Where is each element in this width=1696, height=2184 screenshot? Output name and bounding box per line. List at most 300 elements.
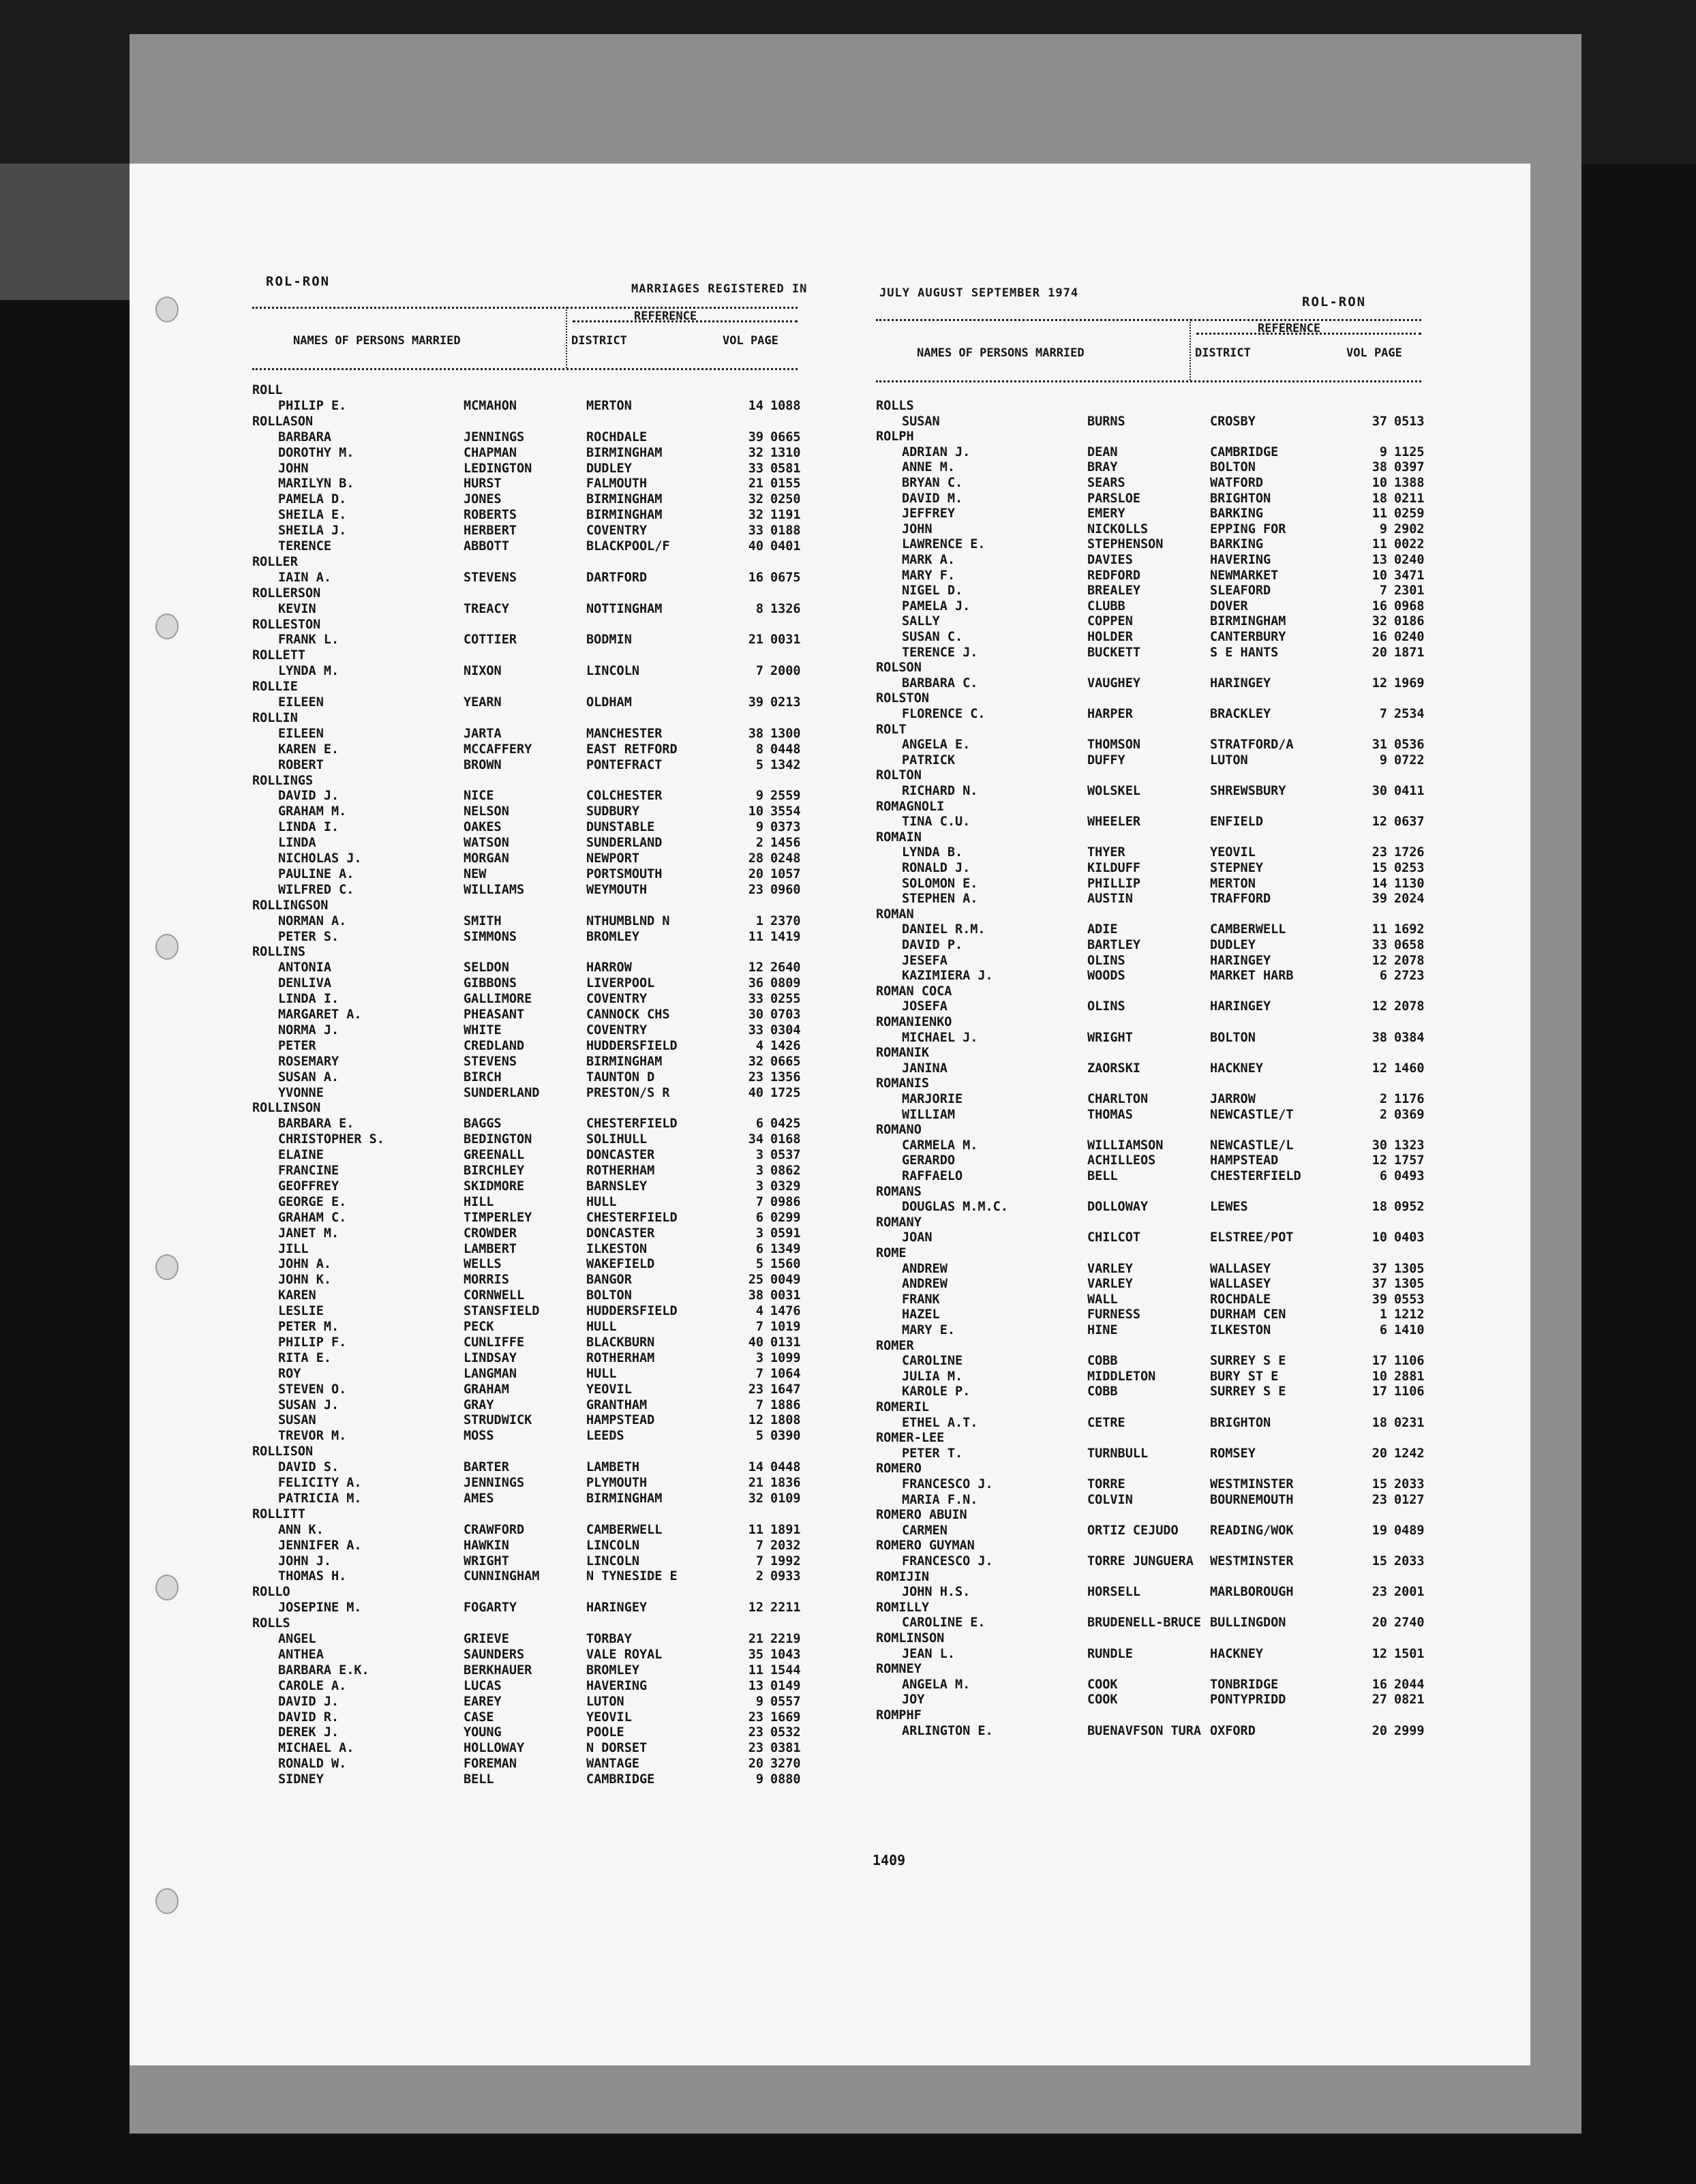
- spouse-surname: WOODS: [1087, 969, 1125, 984]
- volume: 23: [1372, 1585, 1387, 1600]
- spouse-surname: SAUNDERS: [464, 1647, 525, 1662]
- forename: CAROLE A.: [278, 1678, 347, 1693]
- volume: 9: [755, 1694, 763, 1709]
- page-ref: 2534: [1394, 707, 1425, 721]
- district: COVENTRY: [586, 992, 648, 1007]
- volume: 40: [748, 1335, 763, 1350]
- volume: 10: [748, 804, 763, 819]
- forename: DAVID S.: [278, 1460, 339, 1475]
- district: LINCOLN: [586, 1553, 639, 1568]
- volume: 10: [1372, 476, 1387, 490]
- forename: PETER: [278, 1038, 316, 1053]
- district: ROTHERHAM: [586, 1164, 655, 1178]
- volume: 11: [1372, 506, 1387, 521]
- forename: SUSAN A.: [278, 1070, 339, 1085]
- spouse-surname: CHAPMAN: [464, 445, 517, 460]
- district: LEEDS: [586, 1429, 624, 1444]
- spouse-surname: JENNINGS: [464, 429, 525, 444]
- forename: JOAN: [902, 1230, 933, 1245]
- page-ref: 0411: [1394, 784, 1425, 798]
- spouse-surname: ROBERTS: [464, 508, 517, 523]
- district: HULL: [586, 1366, 617, 1381]
- forename: PHILIP E.: [278, 398, 347, 413]
- spouse-surname: HARPER: [1087, 707, 1133, 721]
- volume: 21: [748, 1476, 763, 1490]
- forename: JANINA: [902, 1061, 948, 1076]
- forename: IAIN A.: [278, 570, 331, 585]
- district: BURY ST E: [1210, 1369, 1279, 1384]
- forename: RAFFAELO: [902, 1169, 963, 1183]
- volume: 21: [748, 1632, 763, 1646]
- page-ref: 0253: [1394, 861, 1425, 875]
- spouse-surname: BELL: [1087, 1169, 1118, 1183]
- surname: ROMER: [876, 1338, 914, 1353]
- volume: 11: [1372, 537, 1387, 552]
- volume: 15: [1372, 1554, 1387, 1568]
- spouse-surname: NIXON: [464, 664, 502, 679]
- volume: 20: [1372, 1446, 1387, 1461]
- page-ref: 0489: [1394, 1523, 1425, 1538]
- district: TRAFFORD: [1210, 892, 1271, 907]
- district: HAMPSTEAD: [586, 1413, 655, 1428]
- forename: FRANK L.: [278, 633, 339, 648]
- spouse-surname: BARTLEY: [1087, 938, 1140, 952]
- forename: EILEEN: [278, 695, 324, 710]
- forename: MARK A.: [902, 553, 955, 567]
- spouse-surname: CROWDER: [464, 1226, 517, 1241]
- district: SHREWSBURY: [1210, 784, 1286, 798]
- page-ref: 1043: [770, 1647, 801, 1662]
- page-ref: 1349: [770, 1241, 801, 1256]
- spouse-surname: COLVIN: [1087, 1492, 1133, 1507]
- forename: PETER S.: [278, 929, 339, 944]
- volume: 9: [755, 820, 763, 835]
- surname: ROMERO: [876, 1461, 922, 1476]
- forename: DOROTHY M.: [278, 445, 354, 460]
- spouse-surname: FOREMAN: [464, 1757, 517, 1772]
- page-ref: 0933: [770, 1569, 801, 1584]
- forename: KAZIMIERA J.: [902, 969, 993, 984]
- volume: 12: [748, 1601, 763, 1616]
- forename: ANDREW: [902, 1277, 948, 1292]
- forename: RICHARD N.: [902, 784, 978, 798]
- surname: ROMERO GUYMAN: [876, 1538, 975, 1553]
- page-ref: 3270: [770, 1757, 801, 1772]
- volume: 23: [748, 1382, 763, 1397]
- surname: ROMERO ABUIN: [876, 1508, 967, 1523]
- district: HAVERING: [586, 1678, 648, 1693]
- surname: ROLLETT: [252, 648, 305, 663]
- district: ELSTREE/POT: [1210, 1230, 1294, 1245]
- spouse-surname: BURNS: [1087, 414, 1125, 429]
- district: NEWPORT: [586, 851, 639, 866]
- spouse-surname: WALL: [1087, 1292, 1118, 1307]
- district: ROTHERHAM: [586, 1350, 655, 1365]
- volume: 3: [755, 1164, 763, 1178]
- forename: RONALD W.: [278, 1757, 347, 1772]
- forename: DAVID P.: [902, 938, 963, 952]
- page-ref: 0299: [770, 1210, 801, 1225]
- volume: 32: [748, 445, 763, 460]
- page-ref: 0960: [770, 882, 801, 897]
- forename: BARBARA: [278, 429, 331, 444]
- page-ref: 1305: [1394, 1261, 1425, 1276]
- spouse-surname: CHARLTON: [1087, 1092, 1149, 1106]
- volume: 6: [755, 1117, 763, 1132]
- forename: CAROLINE E.: [902, 1616, 986, 1631]
- page-ref: 0240: [1394, 630, 1425, 644]
- page-ref: 0665: [770, 1054, 801, 1069]
- forename: JILL: [278, 1241, 309, 1256]
- page-ref: 1130: [1394, 876, 1425, 891]
- volume: 16: [748, 570, 763, 585]
- page-ref: 0384: [1394, 1030, 1425, 1045]
- spouse-surname: PHILLIP: [1087, 876, 1140, 891]
- volume: 7: [755, 1397, 763, 1412]
- forename: ROBERT: [278, 757, 324, 772]
- volume: 7: [1379, 583, 1387, 598]
- volume: 38: [1372, 460, 1387, 475]
- volume: 6: [1379, 1169, 1387, 1183]
- forename: STEPHEN A.: [902, 892, 978, 907]
- surname: ROLLIN: [252, 710, 298, 725]
- forename: ROSEMARY: [278, 1054, 339, 1069]
- spouse-surname: EAREY: [464, 1694, 502, 1709]
- page-ref: 1088: [770, 398, 801, 413]
- volume: 33: [748, 1022, 763, 1037]
- spouse-surname: GRAHAM: [464, 1382, 509, 1397]
- spouse-surname: DAVIES: [1087, 553, 1133, 567]
- volume: 12: [1372, 815, 1387, 830]
- page-ref: 0637: [1394, 815, 1425, 830]
- forename: SOLOMON E.: [902, 876, 978, 891]
- volume: 17: [1372, 1354, 1387, 1369]
- punch-hole: [155, 1254, 179, 1280]
- page-ref: 0031: [770, 633, 801, 648]
- page-ref: 0809: [770, 976, 801, 991]
- page-ref: 0968: [1394, 598, 1425, 613]
- district: SLEAFORD: [1210, 583, 1271, 598]
- spouse-surname: WRIGHT: [1087, 1030, 1133, 1045]
- district: READING/WOK: [1210, 1523, 1294, 1538]
- district: NEWCASTLE/L: [1210, 1138, 1294, 1153]
- spouse-surname: CLUBB: [1087, 598, 1125, 613]
- forename: ANGEL: [278, 1632, 316, 1646]
- volume: 15: [1372, 1477, 1387, 1491]
- page-ref: 1871: [1394, 645, 1425, 660]
- spouse-surname: NICKOLLS: [1087, 521, 1149, 536]
- district: WAKEFIELD: [586, 1257, 655, 1272]
- surname: ROLL: [252, 383, 283, 397]
- page-ref: 0952: [1394, 1200, 1425, 1215]
- volume: 14: [748, 1460, 763, 1475]
- district: NTHUMBLND N: [586, 913, 670, 928]
- volume: 3: [755, 1226, 763, 1241]
- spouse-surname: CORNWELL: [464, 1288, 525, 1303]
- district: N DORSET: [586, 1741, 648, 1756]
- volume: 1: [755, 913, 763, 928]
- spouse-surname: WHITE: [464, 1022, 502, 1037]
- page-ref: 2370: [770, 913, 801, 928]
- spouse-surname: COPPEN: [1087, 614, 1133, 629]
- page-ref: 0231: [1394, 1415, 1425, 1430]
- volume: 37: [1372, 414, 1387, 429]
- district: OXFORD: [1210, 1723, 1256, 1738]
- page-ref: 0986: [770, 1194, 801, 1209]
- page-ref: 0240: [1394, 553, 1425, 567]
- page-ref: 0250: [770, 492, 801, 507]
- forename: DAVID M.: [902, 491, 963, 506]
- volume: 16: [1372, 1677, 1387, 1692]
- spouse-surname: MORGAN: [464, 851, 509, 866]
- forename: CAROLINE: [902, 1354, 963, 1369]
- district-header: DISTRICT: [1195, 346, 1251, 360]
- spouse-surname: ACHILLEOS: [1087, 1153, 1156, 1168]
- volume: 35: [748, 1647, 763, 1662]
- spouse-surname: THYER: [1087, 845, 1125, 860]
- forename: JEFFREY: [902, 506, 955, 521]
- forename: BARBARA E.K.: [278, 1663, 369, 1678]
- district: JARROW: [1210, 1092, 1256, 1106]
- volume: 9: [755, 789, 763, 804]
- spouse-surname: WILLIAMSON: [1087, 1138, 1164, 1153]
- page-ref: 0532: [770, 1725, 801, 1740]
- volume: 6: [755, 1210, 763, 1225]
- spouse-surname: WOLSKEL: [1087, 784, 1140, 798]
- volume: 5: [755, 1429, 763, 1444]
- volume: 32: [1372, 614, 1387, 629]
- spouse-surname: WHEELER: [1087, 815, 1140, 830]
- page-ref: 0049: [770, 1273, 801, 1288]
- forename: JOHN: [278, 461, 309, 476]
- page-ref: 0658: [1394, 938, 1425, 952]
- district: WESTMINSTER: [1210, 1477, 1294, 1491]
- page-ref: 0127: [1394, 1492, 1425, 1507]
- forename: SALLY: [902, 614, 940, 629]
- district: WANTAGE: [586, 1757, 639, 1772]
- surname: ROLLINSON: [252, 1101, 321, 1116]
- district: MARKET HARB: [1210, 969, 1294, 984]
- district: SUNDERLAND: [586, 836, 663, 851]
- volume: 8: [755, 601, 763, 616]
- forename: FRANCINE: [278, 1164, 339, 1178]
- district: HACKNEY: [1210, 1646, 1263, 1661]
- page-ref: 1191: [770, 508, 801, 523]
- volume: 20: [1372, 1616, 1387, 1631]
- spouse-surname: BIRCHLEY: [464, 1164, 525, 1178]
- volume: 5: [755, 1257, 763, 1272]
- spouse-surname: HERBERT: [464, 524, 517, 539]
- spouse-surname: THOMSON: [1087, 738, 1140, 753]
- page-ref: 2999: [1394, 1723, 1425, 1738]
- forename: FLORENCE C.: [902, 707, 986, 721]
- volume: 32: [748, 492, 763, 507]
- district: HAVERING: [1210, 553, 1271, 567]
- page-ref: 2902: [1394, 521, 1425, 536]
- district: SOLIHULL: [586, 1132, 648, 1147]
- volume: 20: [748, 1757, 763, 1772]
- forename: NIGEL D.: [902, 583, 963, 598]
- volume: 11: [748, 1663, 763, 1678]
- page-ref: 1419: [770, 929, 801, 944]
- page-ref: 0381: [770, 1741, 801, 1756]
- volume: 23: [748, 882, 763, 897]
- spouse-surname: JARTA: [464, 726, 502, 741]
- volume: 40: [748, 539, 763, 553]
- district: DARTFORD: [586, 570, 648, 585]
- page-ref: 0255: [770, 992, 801, 1007]
- volume: 12: [1372, 1646, 1387, 1661]
- reference-header: REFERENCE: [634, 309, 697, 323]
- volume: 23: [1372, 845, 1387, 860]
- surname: ROMERIL: [876, 1400, 929, 1414]
- forename: PATRICK: [902, 753, 955, 768]
- period-label: JULY AUGUST SEPTEMBER 1974: [879, 286, 1079, 300]
- district: BIRMINGHAM: [586, 508, 663, 523]
- spouse-surname: OAKES: [464, 820, 502, 835]
- spouse-surname: TIMPERLEY: [464, 1210, 532, 1225]
- page-ref: 1501: [1394, 1646, 1425, 1661]
- page-title: MARRIAGES REGISTERED IN: [631, 282, 808, 296]
- page-ref: 1836: [770, 1476, 801, 1490]
- district: BULLINGDON: [1210, 1616, 1286, 1631]
- forename: MICHAEL A.: [278, 1741, 354, 1756]
- forename: JEAN L.: [902, 1646, 955, 1661]
- page-ref: 1323: [1394, 1138, 1425, 1153]
- page-ref: 1242: [1394, 1446, 1425, 1461]
- surname: ROLSON: [876, 661, 922, 676]
- page-ref: 1969: [1394, 676, 1425, 691]
- spouse-surname: JONES: [464, 492, 502, 507]
- punch-hole: [155, 1575, 179, 1601]
- district: BOLTON: [1210, 1030, 1256, 1045]
- volume: 19: [1372, 1523, 1387, 1538]
- forename: RITA E.: [278, 1350, 331, 1365]
- forename: SUSAN C.: [902, 630, 963, 644]
- page-ref: 2301: [1394, 583, 1425, 598]
- spouse-surname: CRAWFORD: [464, 1522, 525, 1537]
- page-ref: 1212: [1394, 1307, 1425, 1322]
- volume: 30: [748, 1007, 763, 1022]
- district: BIRMINGHAM: [586, 1054, 663, 1069]
- surname: ROMNEY: [876, 1662, 922, 1677]
- district: MARLBOROUGH: [1210, 1585, 1294, 1600]
- forename: JULIA M.: [902, 1369, 963, 1384]
- spouse-surname: HOLDER: [1087, 630, 1133, 644]
- surname: ROMANIENKO: [876, 1015, 952, 1029]
- district: POOLE: [586, 1725, 624, 1740]
- forename: YVONNE: [278, 1085, 324, 1100]
- spouse-surname: MOSS: [464, 1429, 494, 1444]
- district: BIRMINGHAM: [586, 445, 663, 460]
- spouse-surname: MORRIS: [464, 1273, 509, 1288]
- spouse-surname: VARLEY: [1087, 1261, 1133, 1276]
- page-ref: 1106: [1394, 1354, 1425, 1369]
- district: LINCOLN: [586, 1538, 639, 1553]
- district: HUDDERSFIELD: [586, 1304, 678, 1319]
- spouse-surname: SIMMONS: [464, 929, 517, 944]
- page-ref: 0537: [770, 1148, 801, 1163]
- district: TONBRIDGE: [1210, 1677, 1279, 1692]
- volume: 1: [1379, 1307, 1387, 1322]
- volume: 2: [755, 1569, 763, 1584]
- volume: 14: [1372, 876, 1387, 891]
- forename: JOY: [902, 1693, 925, 1708]
- surname: ROLLS: [252, 1616, 290, 1631]
- district: PLYMOUTH: [586, 1476, 648, 1490]
- surname: ROLLO: [252, 1585, 290, 1600]
- forename: JOSEFA: [902, 999, 948, 1014]
- forename: DAVID R.: [278, 1710, 339, 1725]
- volume: 21: [748, 476, 763, 491]
- forename: ADRIAN J.: [902, 444, 971, 459]
- district: STRATFORD/A: [1210, 738, 1294, 753]
- punch-hole: [155, 1888, 179, 1914]
- page-ref: 0425: [770, 1117, 801, 1132]
- spouse-surname: EMERY: [1087, 506, 1125, 521]
- forename: MARJORIE: [902, 1092, 963, 1106]
- page-ref: 1410: [1394, 1323, 1425, 1337]
- forename: ROY: [278, 1366, 301, 1381]
- forename: JOHN H.S.: [902, 1585, 971, 1600]
- district: S E HANTS: [1210, 645, 1279, 660]
- district: MERTON: [586, 398, 632, 413]
- page-ref: 1891: [770, 1522, 801, 1537]
- spouse-surname: LEDINGTON: [464, 461, 532, 476]
- forename: WILLIAM: [902, 1107, 955, 1122]
- district: BARNSLEY: [586, 1179, 648, 1194]
- district: WEYMOUTH: [586, 882, 648, 897]
- forename: CHRISTOPHER S.: [278, 1132, 384, 1147]
- page-ref: 2078: [1394, 999, 1425, 1014]
- district: NEWCASTLE/T: [1210, 1107, 1294, 1122]
- district: BRIGHTON: [1210, 491, 1271, 506]
- page-ref: 0665: [770, 429, 801, 444]
- page-ref: 0448: [770, 1460, 801, 1475]
- district: ENFIELD: [1210, 815, 1263, 830]
- spouse-surname: LINDSAY: [464, 1350, 517, 1365]
- page-ref: 1099: [770, 1350, 801, 1365]
- district: BARKING: [1210, 537, 1263, 552]
- forename: RONALD J.: [902, 861, 971, 875]
- surname: ROMAGNOLI: [876, 799, 945, 814]
- page-ref: 0862: [770, 1164, 801, 1178]
- forename: SHEILA J.: [278, 524, 347, 539]
- page-ref: 0493: [1394, 1169, 1425, 1183]
- page-ref: 1808: [770, 1413, 801, 1428]
- volume: 11: [1372, 922, 1387, 937]
- volume: 4: [755, 1304, 763, 1319]
- page-ref: 0186: [1394, 614, 1425, 629]
- volume: 12: [1372, 1061, 1387, 1076]
- page-ref: 0149: [770, 1678, 801, 1693]
- volume: 39: [1372, 1292, 1387, 1307]
- spouse-surname: GRAY: [464, 1397, 494, 1412]
- page-ref: 1305: [1394, 1277, 1425, 1292]
- district: BOLTON: [1210, 460, 1256, 475]
- district: HARROW: [586, 960, 632, 975]
- spouse-surname: KILDUFF: [1087, 861, 1140, 875]
- spouse-surname: CHILCOT: [1087, 1230, 1140, 1245]
- spouse-surname: JENNINGS: [464, 1476, 525, 1490]
- forename: PHILIP F.: [278, 1335, 347, 1350]
- volume: 31: [1372, 738, 1387, 753]
- page-ref: 0390: [770, 1429, 801, 1444]
- district: BROMLEY: [586, 929, 639, 944]
- page-ref: 1310: [770, 445, 801, 460]
- spouse-surname: BEDINGTON: [464, 1132, 532, 1147]
- surname: ROLSTON: [876, 691, 929, 706]
